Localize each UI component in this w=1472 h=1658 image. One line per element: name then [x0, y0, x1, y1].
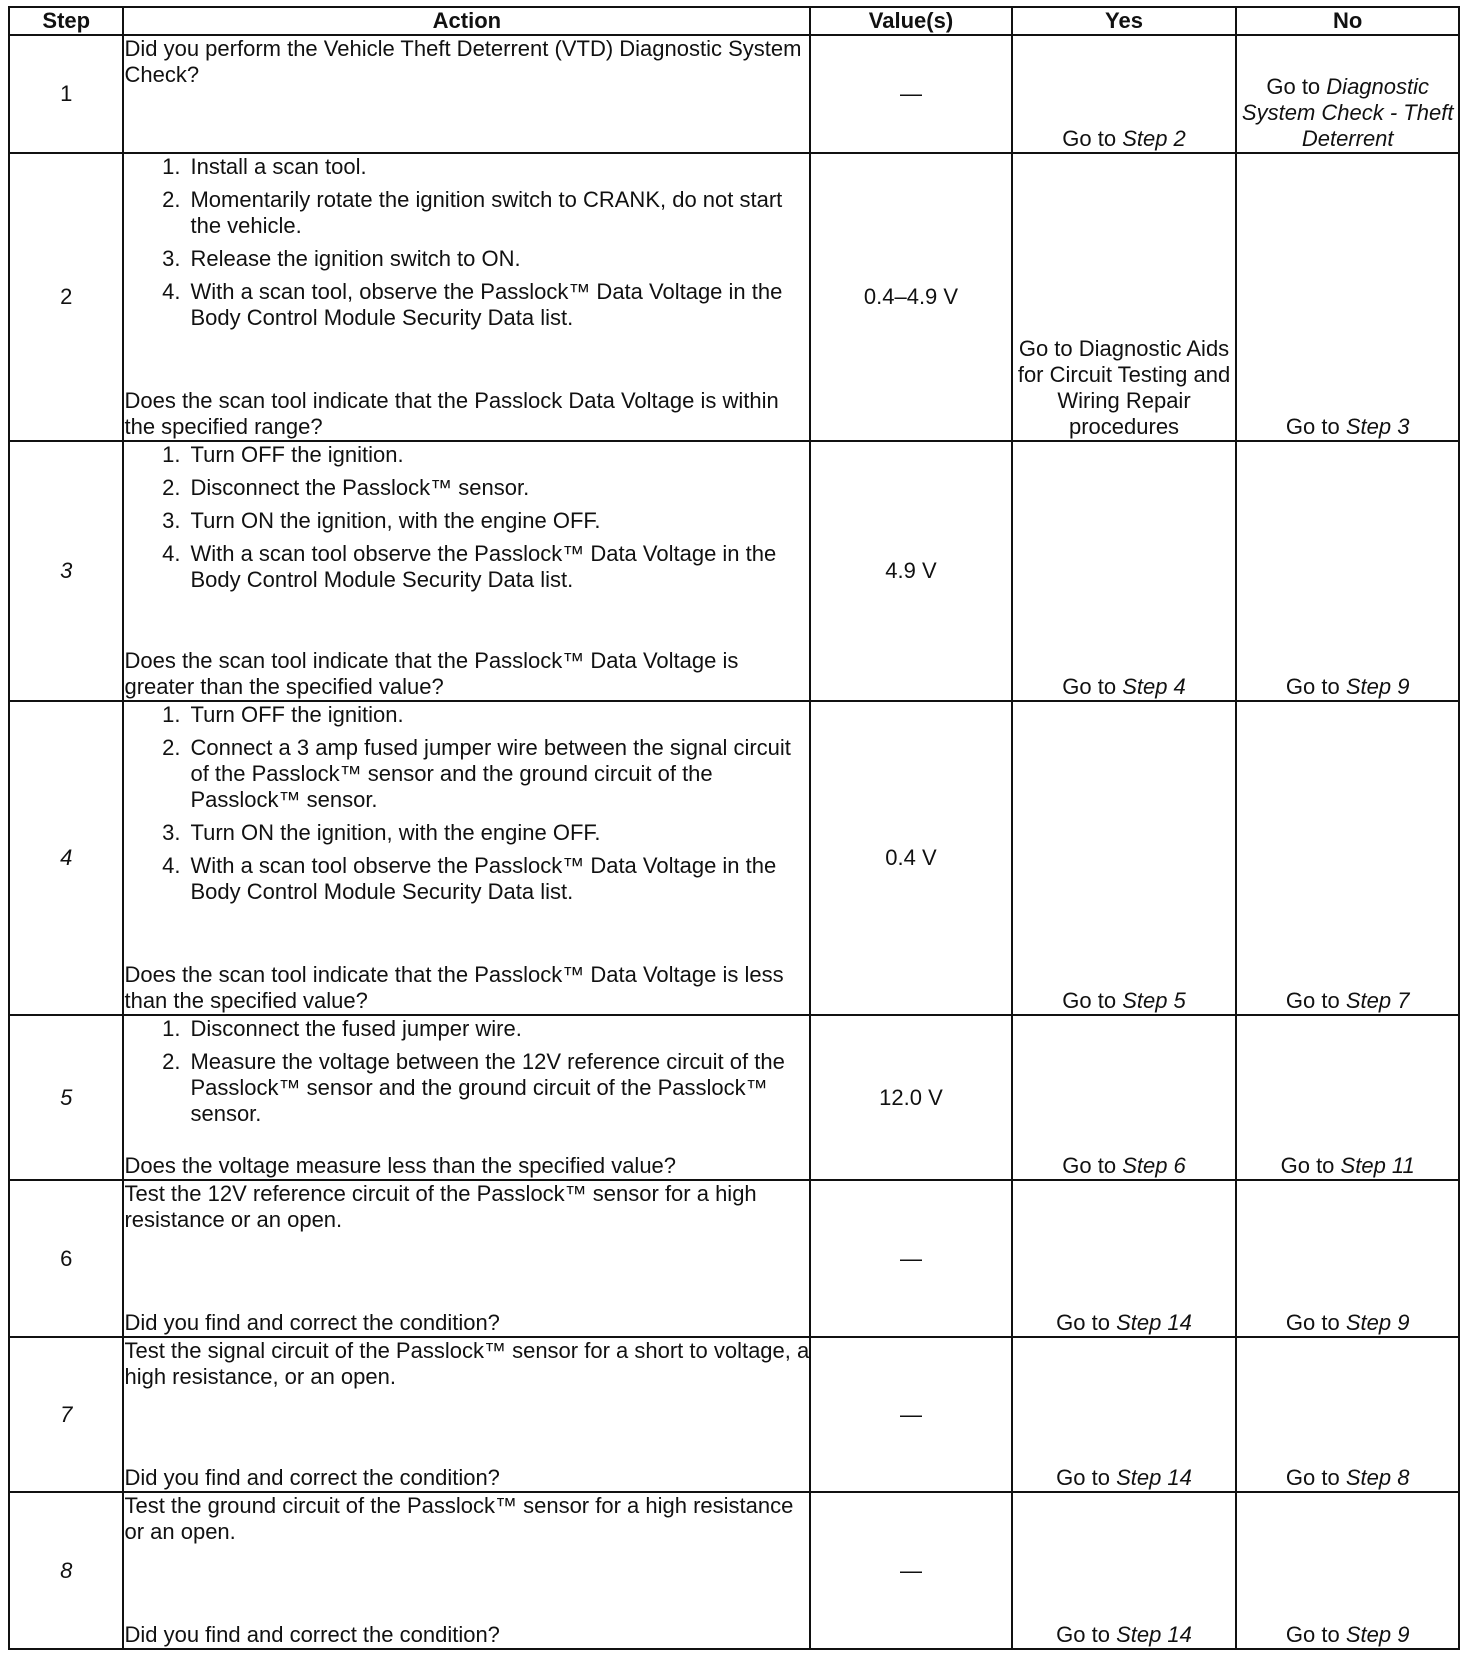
no-step-link[interactable]: Step 9	[1345, 1309, 1410, 1335]
action-steps	[124, 442, 809, 600]
value-cell: 12.0 V	[810, 1015, 1011, 1180]
no-cell	[1236, 441, 1459, 701]
list-item: 1. Turn OFF the ignition.	[162, 442, 404, 468]
yes-cell	[1012, 1492, 1237, 1649]
yes-prefix: Go to	[1062, 126, 1117, 152]
list-item: 4. With a scan tool observe the Passlock™ Data Voltage in the Body Control Module Security Data list.	[162, 853, 777, 905]
step-number: 4	[9, 701, 123, 1015]
yes-cell	[1012, 153, 1237, 441]
value-cell: —	[810, 35, 1011, 153]
action-steps	[124, 154, 809, 338]
no-prefix: Go to	[1285, 1309, 1340, 1335]
no-step-link[interactable]: Step 8	[1345, 1465, 1410, 1491]
no-prefix: Go to	[1285, 414, 1340, 440]
step-number: 5	[9, 1015, 123, 1180]
yes-cell	[1012, 1337, 1237, 1492]
yes-prefix: Go to	[1056, 1622, 1110, 1647]
action-question: Does the scan tool indicate that the Passlock Data Voltage is within the specified range?	[124, 388, 779, 440]
header-yes: Yes	[1012, 7, 1237, 35]
no-step-link[interactable]: Step 7	[1345, 988, 1410, 1014]
step-number: 8	[9, 1492, 123, 1649]
action-intro: Test the signal circuit of the Passlock™ sensor for a short to voltage, a high resistance, or an open.	[124, 1337, 810, 1389]
list-item: 2. Disconnect the Passlock™ sensor.	[162, 475, 530, 501]
value-cell: —	[810, 1492, 1011, 1649]
no-cell	[1236, 1337, 1459, 1492]
header-no: No	[1236, 7, 1459, 35]
no-cell	[1236, 153, 1459, 441]
no-prefix: Go to	[1285, 988, 1340, 1014]
action-intro: Did you perform the Vehicle Theft Deterrent (VTD) Diagnostic System Check?	[124, 36, 802, 87]
yes-prefix: Go to	[1062, 1153, 1117, 1179]
action-cell	[123, 701, 810, 1015]
list-item: 2. Connect a 3 amp fused jumper wire between the signal circuit of the Passlock™ sensor and the ground circuit of the Passlock™ sensor.	[162, 735, 791, 813]
list-item: 2. Momentarily rotate the ignition switch to CRANK, do not start the vehicle.	[162, 187, 783, 239]
yes-step-link[interactable]: Step 6	[1122, 1153, 1186, 1179]
yes-cell	[1012, 441, 1237, 701]
action-question: Does the voltage measure less than the specified value?	[124, 1153, 677, 1179]
no-prefix: Go to	[1285, 674, 1340, 700]
step-number: 1	[9, 35, 123, 153]
value-cell: 0.4–4.9 V	[810, 153, 1011, 441]
no-cell	[1236, 701, 1459, 1015]
no-cell	[1236, 35, 1459, 153]
list-item: 1. Disconnect the fused jumper wire.	[162, 1016, 522, 1042]
action-cell	[123, 441, 810, 701]
header-step: Step	[9, 7, 123, 35]
yes-cell	[1012, 35, 1237, 153]
action-question: Does the scan tool indicate that the Passlock™ Data Voltage is less than the specified value?	[124, 962, 784, 1014]
table-row	[9, 35, 1459, 153]
yes-prefix: Go to	[1062, 674, 1117, 700]
table-row	[9, 153, 1459, 441]
value-cell: 0.4 V	[810, 701, 1011, 1015]
no-cell	[1236, 1180, 1459, 1337]
yes-prefix: Go to	[1062, 988, 1117, 1014]
header-values: Value(s)	[810, 7, 1011, 35]
list-item: 3. Turn ON the ignition, with the engine OFF.	[162, 820, 601, 846]
step-number: 7	[9, 1337, 123, 1492]
list-item: 1. Turn OFF the ignition.	[162, 702, 404, 728]
yes-cell	[1012, 701, 1237, 1015]
header-action: Action	[123, 7, 810, 35]
action-question: Did you find and correct the condition?	[124, 1622, 500, 1647]
no-prefix: Go to	[1280, 1153, 1335, 1179]
yes-cell	[1012, 1015, 1237, 1180]
action-cell	[123, 1180, 810, 1337]
table-row	[9, 1337, 1459, 1492]
no-step-link[interactable]: Step 9	[1345, 1622, 1410, 1647]
no-cell	[1236, 1492, 1459, 1649]
step-number: 3	[9, 441, 123, 701]
value-cell: —	[810, 1337, 1011, 1492]
step-number: 6	[9, 1180, 123, 1337]
list-item: 1. Install a scan tool.	[162, 154, 367, 180]
action-question: Did you find and correct the condition?	[124, 1465, 500, 1491]
no-prefix: Go to	[1285, 1622, 1340, 1647]
table-row	[9, 441, 1459, 701]
list-item: 3. Release the ignition switch to ON.	[162, 246, 521, 272]
no-step-link[interactable]: Step 11	[1340, 1153, 1415, 1179]
table-row	[9, 1492, 1459, 1649]
no-prefix: Go to	[1285, 1465, 1340, 1491]
step-number: 2	[9, 153, 123, 441]
no-step-link[interactable]: Diagnostic System Check - Theft Deterrent	[1241, 74, 1454, 152]
yes-step-link[interactable]: Step 5	[1122, 988, 1186, 1014]
no-step-link[interactable]: Step 3	[1345, 414, 1410, 440]
action-cell	[123, 1337, 810, 1492]
action-question: Does the scan tool indicate that the Passlock™ Data Voltage is greater than the specified value?	[124, 648, 739, 700]
table-row	[9, 1180, 1459, 1337]
action-cell	[123, 1015, 810, 1180]
action-steps	[124, 702, 809, 912]
table-row	[9, 701, 1459, 1015]
yes-text[interactable]: Go to Diagnostic Aids for Circuit Testing and Wiring Repair procedures	[1017, 336, 1231, 440]
action-question: Did you find and correct the condition?	[124, 1309, 500, 1335]
action-cell	[123, 153, 810, 441]
list-item: 4. With a scan tool observe the Passlock™ Data Voltage in the Body Control Module Security Data list.	[162, 541, 777, 593]
yes-step-link[interactable]: Step 2	[1122, 126, 1186, 152]
yes-step-link[interactable]: Step 14	[1116, 1465, 1192, 1491]
yes-prefix: Go to	[1056, 1465, 1110, 1491]
no-prefix: Go to	[1266, 74, 1321, 100]
action-intro: Test the 12V reference circuit of the Passlock™ sensor for a high resistance or an open.	[124, 1181, 757, 1233]
action-steps	[124, 1016, 809, 1134]
diagnostic-table	[8, 6, 1460, 1650]
list-item: 4. With a scan tool, observe the Passlock™ Data Voltage in the Body Control Module Security Data list.	[162, 279, 783, 331]
value-cell: —	[810, 1180, 1011, 1337]
yes-prefix: Go to	[1056, 1309, 1110, 1335]
yes-step-link[interactable]: Step 14	[1116, 1309, 1192, 1335]
header-row	[9, 7, 1459, 35]
action-cell	[123, 35, 810, 153]
no-cell	[1236, 1015, 1459, 1180]
value-cell: 4.9 V	[810, 441, 1011, 701]
action-cell	[123, 1492, 810, 1649]
yes-cell	[1012, 1180, 1237, 1337]
yes-step-link[interactable]: Step 4	[1122, 674, 1186, 700]
action-intro: Test the ground circuit of the Passlock™ sensor for a high resistance or an open.	[124, 1493, 794, 1545]
list-item: 3. Turn ON the ignition, with the engine OFF.	[162, 508, 601, 534]
list-item: 2. Measure the voltage between the 12V reference circuit of the Passlock™ sensor and the ground circuit of the Passlock™ sensor.	[162, 1049, 785, 1127]
yes-step-link[interactable]: Step 14	[1116, 1622, 1192, 1647]
table-row	[9, 1015, 1459, 1180]
no-step-link[interactable]: Step 9	[1345, 674, 1410, 700]
